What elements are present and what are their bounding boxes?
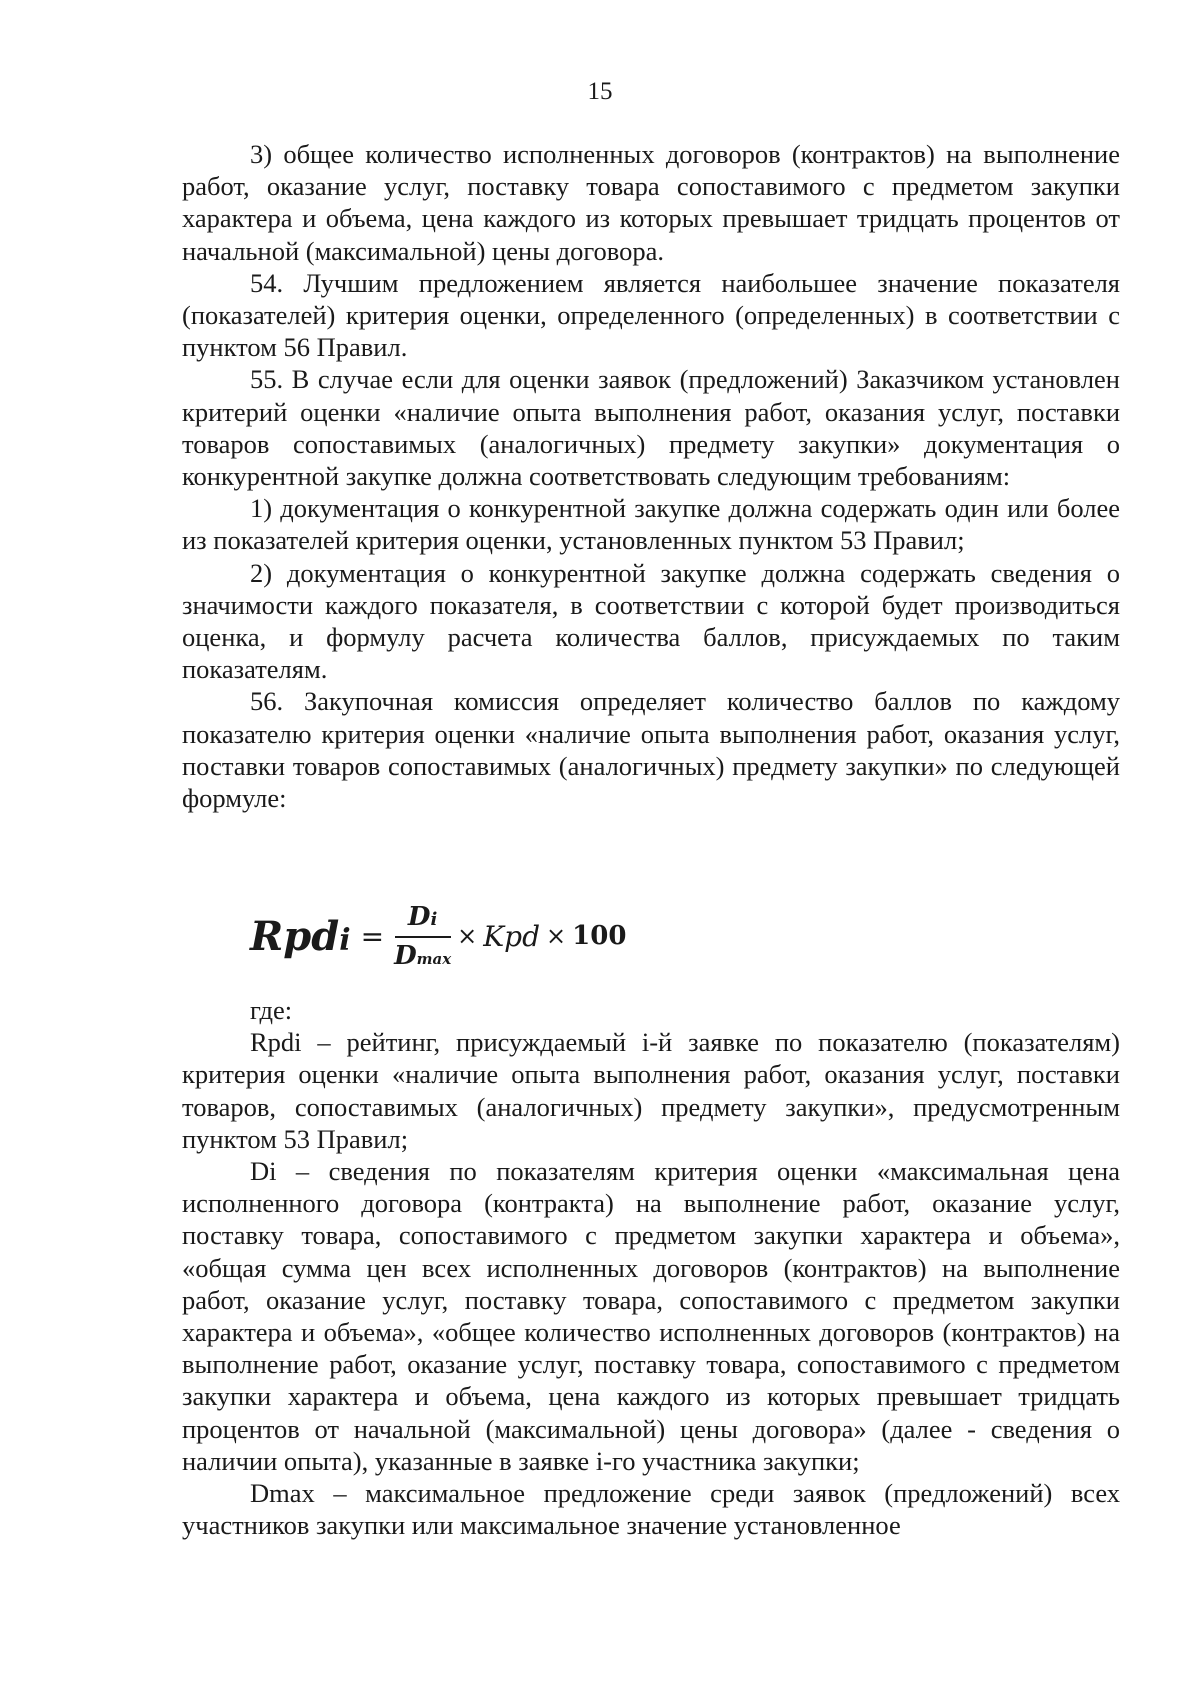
body-text-bottom [182,994,1120,1541]
body-text-top [182,138,1120,814]
paragraph-54: 54. Лучшим предложением является наибольшее значение показателя (показателей) критерия оценки, определенного (определенных) в соответствии с пунктом 56 Правил. [182,267,1120,363]
rating-formula [250,886,626,986]
paragraph-where: где: [250,995,293,1025]
formula-constant: 100 [572,921,627,951]
formula-lhs: Rpdi [250,912,351,960]
formula-times-1: × [457,922,478,950]
formula-factor: Kpd [483,919,541,953]
formula-times-2: × [546,922,567,950]
formula-fraction [394,902,451,971]
formula-numerator: Di [407,901,438,932]
definition-rpdi: Rpdi – рейтинг, присуждаемый i-й заявке по показателю (показателям) критерия оценки «наличие опыта выполнения работ, оказания услуг, поставки товаров, сопоставимых (аналогичных) предмету закупки», предусмотренным пунктом 53 Правил; [182,1027,1120,1154]
paragraph-55-item-1: 1) документация о конкурентной закупке должна содержать один или более из показателей критерия оценки, установленных пунктом 53 Правил; [182,493,1120,556]
paragraph-item-3: 3) общее количество исполненных договоров (контрактов) на выполнение работ, оказание услуг, поставку товара сопоставимого с предметом закупки характера и объема, цена каждого из которых превышает тридцать процентов от начальной (максимальной) цены договора. [182,139,1120,266]
definition-di: Di – сведения по показателям критерия оценки «максимальная цена исполненного договора (контракта) на выполнение работ, оказание услуг, поставку товара, сопоставимого с предметом закупки характера и объема», «общая сумма цен всех исполненных договоров (контрактов) на выполнение работ, оказание услуг, поставку товара, сопоставимого с предметом закупки характера и объема», «общее количество исполненных договоров (контрактов) на выполнение работ, оказание услуг, поставку товара, сопоставимого с предметом закупки характера и объема, цена каждого из которых превышает тридцать процентов от начальной (максимальной) цены договора» (далее - сведения о наличии опыта), указанные в заявке i-го участника закупки; [182,1156,1120,1476]
formula-equals: = [360,919,385,953]
formula-denominator: Dmax [394,940,452,971]
paragraph-55: 55. В случае если для оценки заявок (предложений) Заказчиком установлен критерий оценки «наличие опыта выполнения работ, оказания услуг, поставки товаров сопоставимых (аналогичных) предмету закупки» документация о конкурентной закупке должна соответствовать следующим требованиям: [182,364,1120,492]
page-number: 15 [587,78,613,105]
paragraph-55-item-2: 2) документация о конкурентной закупке должна содержать сведения о значимости каждого показателя, в соответствии с которой будет производиться оценка, и формулу расчета количества баллов, присуждаемых по таким показателям. [182,557,1120,685]
definition-dmax: Dmax – максимальное предложение среди заявок (предложений) всех участников закупки или максимальное значение установленное [182,1478,1120,1541]
paragraph-56: 56. Закупочная комиссия определяет количество баллов по каждому показателю критерия оценки «наличие опыта выполнения работ, оказания услуг, поставки товаров сопоставимых (аналогичных) предмету закупки» по следующей формуле: [182,686,1120,814]
